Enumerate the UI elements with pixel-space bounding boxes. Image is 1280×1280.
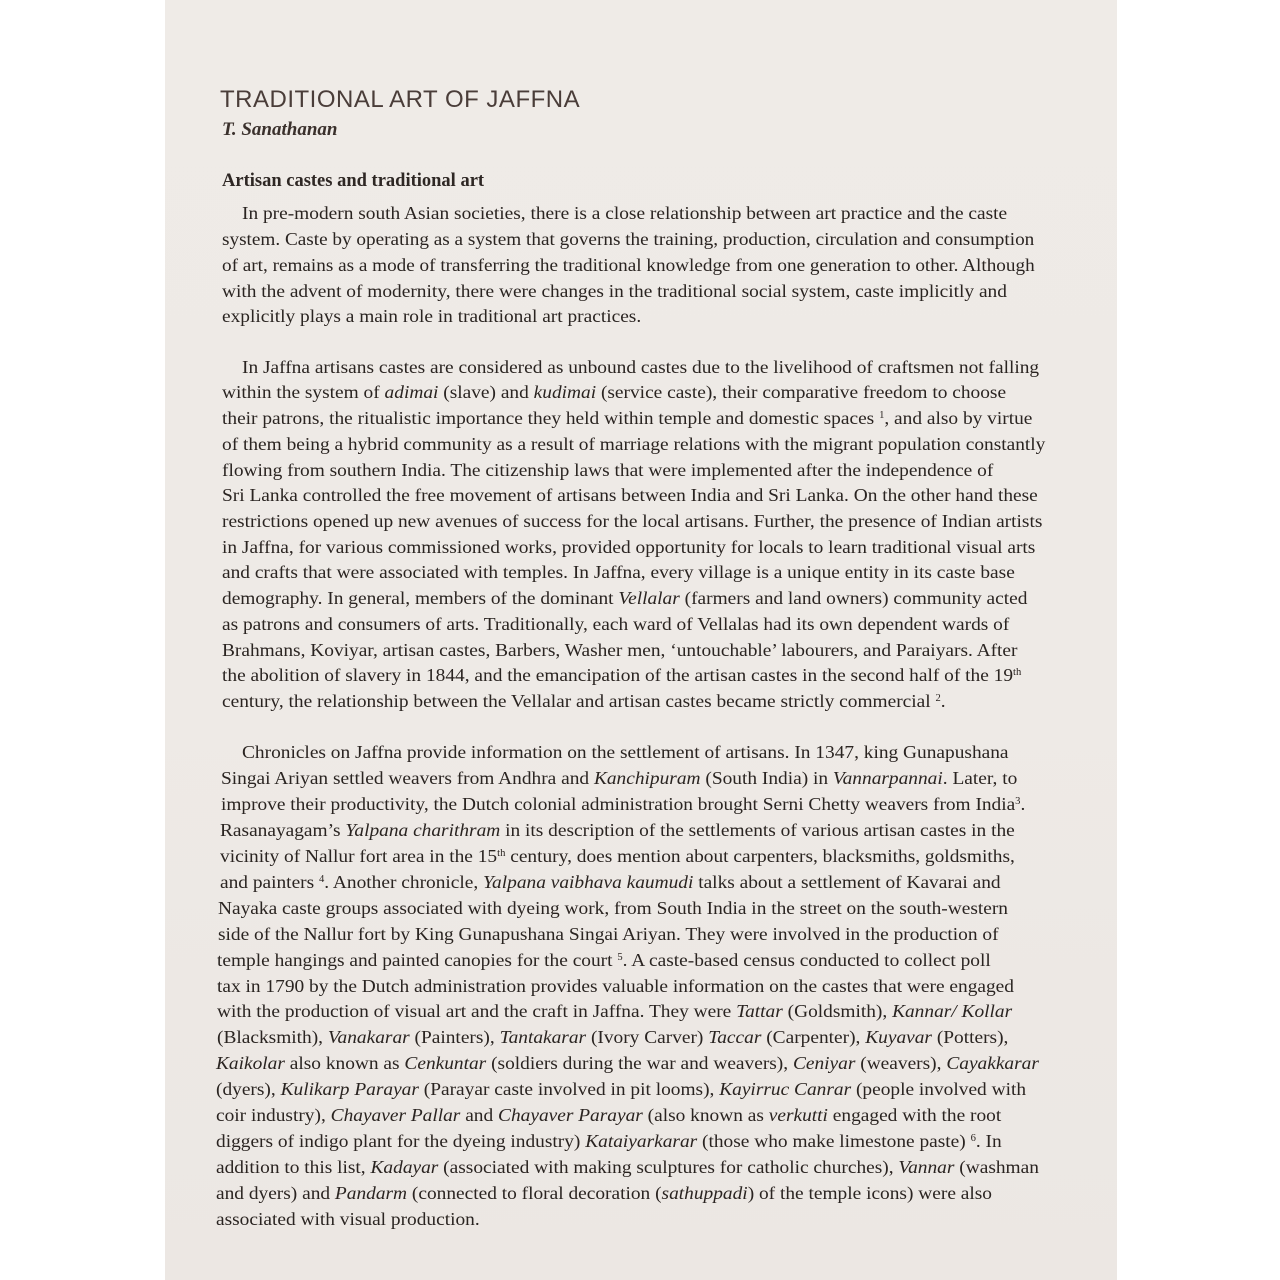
italic-term: Kayirruc Canrar	[719, 1079, 852, 1099]
text-line	[242, 356, 1039, 378]
text-run: (farmers and land owners) community acted	[679, 588, 1028, 608]
text-run: .	[940, 691, 946, 711]
italic-term: Vellalar	[618, 588, 680, 608]
text-line	[222, 484, 1038, 506]
footnote-marker: 2	[935, 693, 941, 704]
italic-term: Yalpana charithram	[345, 820, 501, 840]
text-run: of art, remains as a mode of transferring the traditional knowledge from one generation to other. Although	[222, 255, 1035, 275]
text-run: (Blacksmith),	[217, 1027, 328, 1047]
text-line	[220, 871, 1001, 893]
text-run: (associated with making sculptures for catholic churches),	[438, 1157, 899, 1177]
text-line	[220, 819, 1015, 841]
text-run: ) of the temple icons) were also	[747, 1183, 992, 1203]
italic-term: Taccar	[708, 1027, 762, 1047]
italic-term: Kanchipuram	[593, 768, 701, 788]
author-name: T. Sanathanan	[222, 119, 338, 140]
text-run: century, the relationship between the Vellalar and artisan castes became strictly commercial	[222, 691, 936, 711]
text-run: (washman	[954, 1157, 1039, 1177]
text-run: engaged with the root	[827, 1105, 1002, 1125]
footnote-marker: 1	[879, 410, 885, 421]
footnote-marker: 3	[1015, 796, 1021, 807]
text-run: (Carpenter),	[761, 1027, 866, 1047]
text-run: (Painters),	[409, 1027, 500, 1047]
italic-term: Tantakarar	[499, 1027, 587, 1047]
text-run: Rasanayagam’s	[220, 820, 346, 840]
text-line	[242, 741, 1009, 763]
italic-term: Kannar/ Kollar	[892, 1001, 1013, 1021]
text-run: (Ivory Carver)	[586, 1027, 709, 1047]
text-line	[222, 280, 1007, 302]
text-run: (Potters),	[931, 1027, 1009, 1047]
italic-term: Ceniyar	[792, 1053, 856, 1073]
text-line	[222, 305, 641, 327]
text-run: (people involved with	[851, 1079, 1027, 1099]
article-title: TRADITIONAL ART OF JAFFNA	[220, 86, 581, 113]
text-run: also known as	[284, 1053, 405, 1073]
italic-term: adimai	[384, 382, 439, 402]
text-run: Sri Lanka controlled the free movement of artisans between India and Sri Lanka. On the other hand these	[222, 485, 1038, 505]
text-run: (connected to floral decoration (	[407, 1183, 662, 1203]
text-run: century, does mention about carpenters, blacksmiths, goldsmiths,	[505, 846, 1015, 866]
text-run: in Jaffna, for various commissioned works, provided opportunity for locals to learn traditional visual arts	[222, 537, 1036, 557]
text-run: their patrons, the ritualistic importance they held within temple and domestic spaces	[222, 408, 880, 428]
italic-term: Vannar	[898, 1157, 955, 1177]
text-run: system. Caste by operating as a system that governs the training, production, circulation and consumption	[222, 229, 1035, 249]
text-line	[222, 459, 993, 481]
italic-term: Kadayar	[370, 1157, 439, 1177]
italic-term: kudimai	[533, 382, 597, 402]
text-run: and painters	[220, 872, 320, 892]
italic-term: Cayakkarar	[946, 1053, 1039, 1073]
document-page	[165, 0, 1117, 1280]
text-run: and crafts that were associated with temples. In Jaffna, every village is a unique entity in its caste base	[222, 562, 1015, 582]
text-run: restrictions opened up new avenues of success for the local artisans. Further, the presence of Indian artists	[222, 511, 1043, 531]
text-run: associated with visual production.	[216, 1209, 480, 1229]
text-run: vicinity of Nallur fort area in the 15	[220, 846, 498, 866]
italic-term: verkutti	[768, 1105, 828, 1125]
text-run: (Goldsmith),	[782, 1001, 893, 1021]
italic-term: Kuyavar	[865, 1027, 932, 1047]
text-run: explicitly plays a main role in traditional art practices.	[222, 306, 642, 326]
text-line	[216, 1156, 1039, 1178]
text-line	[216, 1130, 1002, 1152]
text-line	[216, 1052, 1039, 1074]
italic-term: Tattar	[736, 1001, 783, 1021]
text-run: , and also by virtue	[884, 408, 1033, 428]
text-line	[222, 561, 1015, 583]
text-run: (dyers),	[216, 1079, 281, 1099]
text-run: side of the Nallur fort by King Gunapushana Singai Ariyan. They were involved in the production of	[218, 924, 999, 944]
footnote-marker: th	[1013, 667, 1022, 678]
italic-term: Vanakarar	[327, 1027, 410, 1047]
footnote-marker: 4	[319, 874, 325, 885]
text-line	[222, 407, 1032, 429]
italic-term: Chayaver Pallar	[330, 1105, 461, 1125]
text-run: (slave) and	[438, 382, 534, 402]
text-run: In pre-modern south Asian societies, there is a close relationship between art practice and the caste	[242, 203, 1008, 223]
footnote-marker: th	[497, 848, 506, 859]
text-line	[217, 1026, 1008, 1048]
text-line	[218, 923, 999, 945]
text-run: improve their productivity, the Dutch colonial administration brought Serni Chetty weavers from India	[221, 794, 1016, 814]
text-line	[216, 1182, 992, 1204]
text-run: (service caste), their comparative freedom to choose	[596, 382, 1007, 402]
text-line	[222, 228, 1034, 250]
text-line	[216, 1078, 1026, 1100]
italic-term: sathuppadi	[661, 1183, 748, 1203]
text-run: (Parayar caste involved in pit looms),	[418, 1079, 720, 1099]
text-run: Nayaka caste groups associated with dyeing work, from South India in the street on the south-western	[218, 898, 1009, 918]
text-run: talks about a settlement of Kavarai and	[693, 872, 1001, 892]
text-run: Singai Ariyan settled weavers from Andhra and	[221, 768, 594, 788]
text-run: the abolition of slavery in 1844, and the emancipation of the artisan castes in the second half of the 19	[222, 665, 1014, 685]
italic-term: Kaikolar	[216, 1053, 285, 1073]
text-line	[216, 1208, 480, 1230]
text-run: and	[460, 1105, 499, 1125]
text-line	[217, 1000, 1012, 1022]
text-run: (also known as	[642, 1105, 769, 1125]
text-run: demography. In general, members of the dominant	[222, 588, 619, 608]
italic-term: Kulikarp Parayar	[280, 1079, 419, 1099]
italic-term: Chayaver Parayar	[498, 1105, 643, 1125]
footnote-marker: 6	[970, 1133, 976, 1144]
text-run: and dyers) and	[216, 1183, 335, 1203]
text-line	[242, 202, 1007, 224]
text-line	[222, 254, 1035, 276]
text-line	[222, 639, 1017, 661]
text-line	[221, 793, 1025, 815]
text-line	[222, 664, 1021, 686]
text-run: . Another chronicle,	[324, 872, 484, 892]
text-run: Chronicles on Jaffna provide information on the settlement of artisans. In 1347, king Gunapushana	[242, 742, 1009, 762]
text-run: with the production of visual art and the craft in Jaffna. They were	[217, 1001, 737, 1021]
text-line	[222, 381, 1006, 403]
text-run: temple hangings and painted canopies for the court	[217, 950, 618, 970]
text-line	[220, 845, 1015, 867]
text-run: (those who make limestone paste)	[697, 1131, 971, 1151]
text-line	[217, 949, 991, 971]
text-line	[217, 975, 1014, 997]
text-line	[222, 433, 1045, 455]
section-heading: Artisan castes and traditional art	[222, 171, 485, 191]
italic-term: Yalpana vaibhava kaumudi	[483, 872, 694, 892]
italic-term: Cenkuntar	[404, 1053, 487, 1073]
text-run: . In	[975, 1131, 1002, 1151]
italic-term: Kataiyarkarar	[585, 1131, 698, 1151]
text-run: coir industry),	[216, 1105, 331, 1125]
text-run: with the advent of modernity, there were changes in the traditional social system, caste implicitly and	[222, 281, 1007, 301]
text-line	[222, 510, 1042, 532]
italic-term: Vannarpannai	[832, 768, 943, 788]
text-line	[222, 587, 1027, 609]
text-run: (weavers),	[855, 1053, 947, 1073]
text-run: as patrons and consumers of arts. Traditionally, each ward of Vellalas had its own dependent wards of	[222, 614, 1010, 634]
text-run: . A caste-based census conducted to collect poll	[622, 950, 991, 970]
text-run: tax in 1790 by the Dutch administration provides valuable information on the castes that were engaged	[217, 976, 1014, 996]
text-run: Brahmans, Koviyar, artisan castes, Barbers, Washer men, ‘untouchable’ labourers, and Paraiyars. After	[222, 640, 1018, 660]
text-run: addition to this list,	[216, 1157, 371, 1177]
text-run: (South India) in	[700, 768, 833, 788]
text-line	[218, 897, 1008, 919]
text-line	[216, 1104, 1001, 1126]
text-run: . Later, to	[942, 768, 1018, 788]
text-run: diggers of indigo plant for the dyeing industry)	[216, 1131, 586, 1151]
footnote-marker: 5	[617, 952, 623, 963]
italic-term: Pandarm	[334, 1183, 408, 1203]
text-run: of them being a hybrid community as a result of marriage relations with the migrant population constantly	[222, 434, 1046, 454]
text-line	[221, 767, 1017, 789]
text-run: in its description of the settlements of various artisan castes in the	[500, 820, 1015, 840]
text-line	[222, 690, 946, 712]
text-run: (soldiers during the war and weavers),	[486, 1053, 793, 1073]
text-line	[222, 536, 1035, 558]
text-run: .	[1020, 794, 1026, 814]
text-line	[222, 613, 1009, 635]
text-run: flowing from southern India. The citizenship laws that were implemented after the independence of	[222, 460, 994, 480]
text-run: In Jaffna artisans castes are considered as unbound castes due to the livelihood of craftsmen not falling	[242, 357, 1040, 377]
text-run: within the system of	[222, 382, 385, 402]
